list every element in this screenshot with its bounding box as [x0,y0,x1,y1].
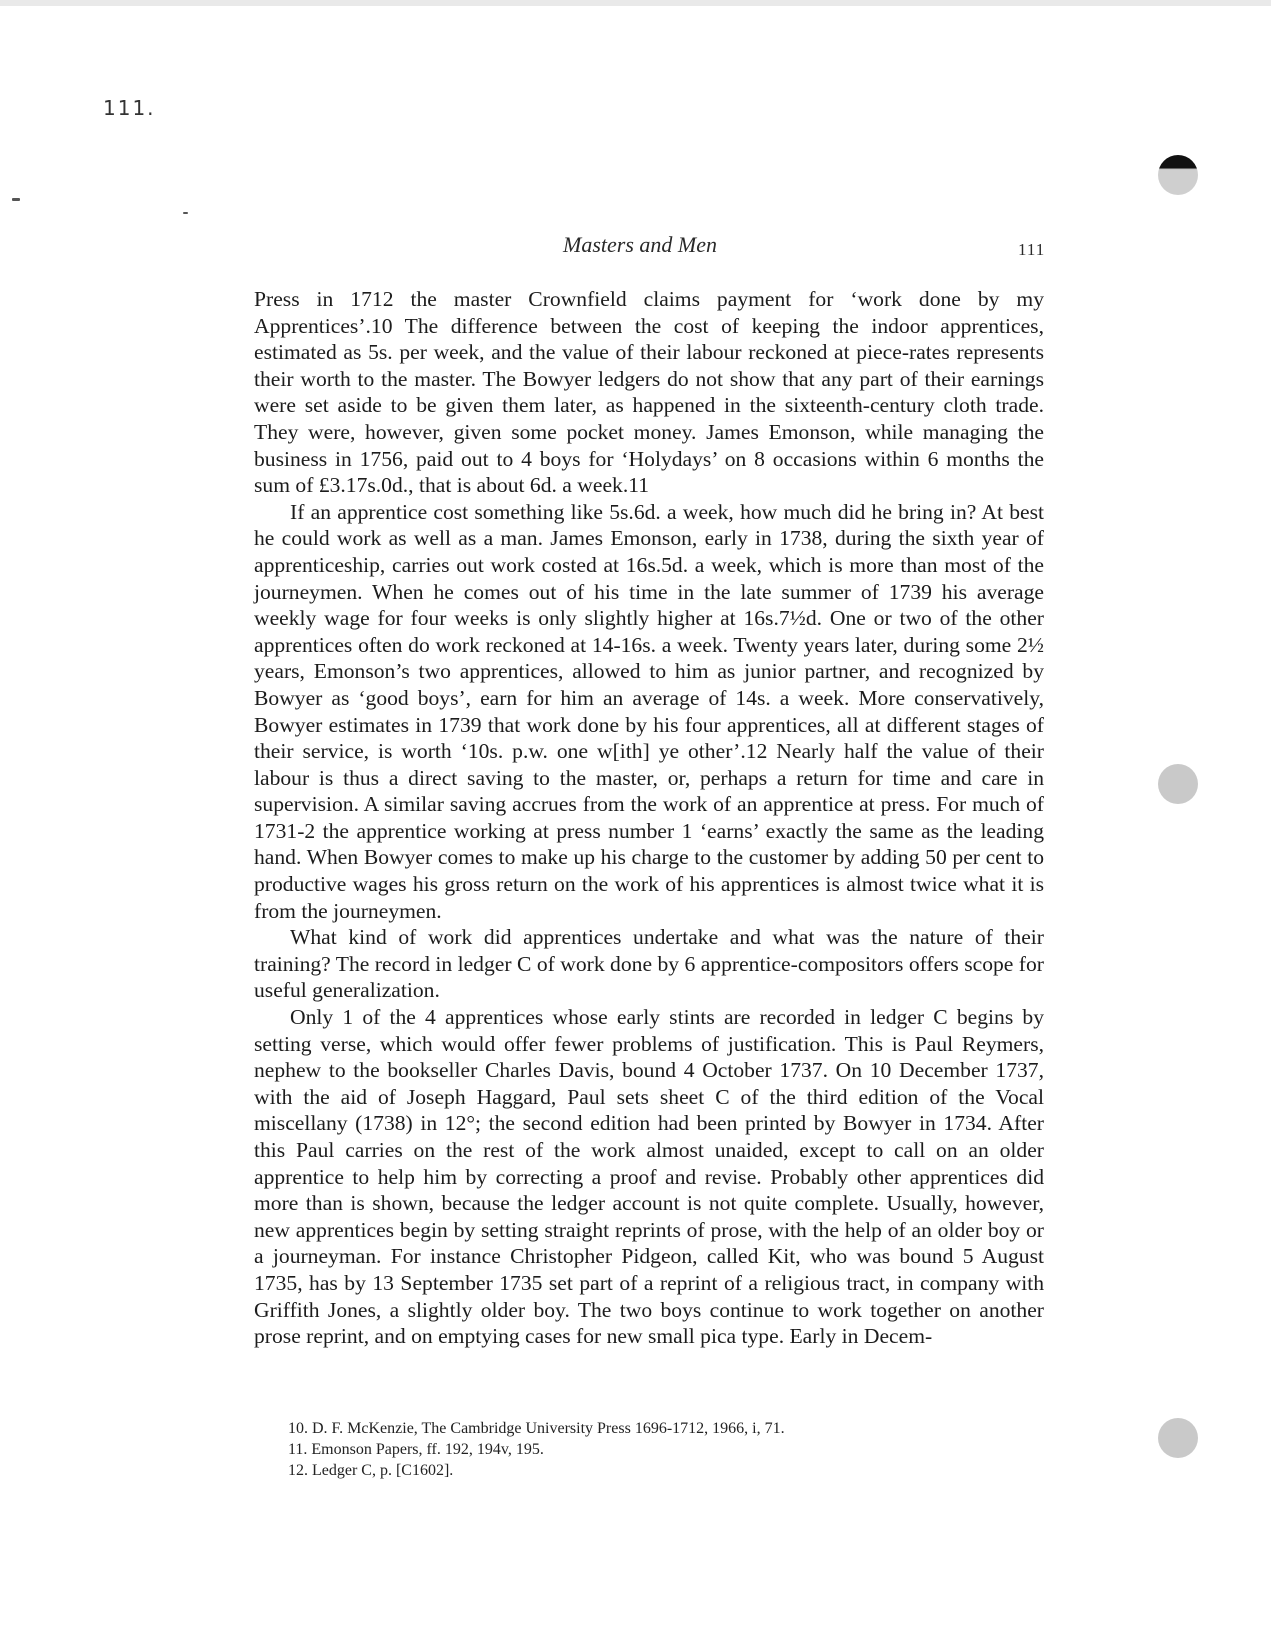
punch-hole-bottom [1158,1418,1198,1458]
footnote: 10. D. F. McKenzie, The Cambridge University Press 1696-1712, 1966, i, 71. [288,1420,785,1437]
handwritten-page-mark: 111. [103,96,156,120]
paragraph: Only 1 of the 4 apprentices whose early stints are recorded in ledger C begins by setting verse, which would offer fewer problems of justification. This is Paul Reymers, nephew to the bookseller Charles Davis, bound 4 October 1737. On 10 December 1737, with the aid of Joseph Haggard, Paul sets sheet C of the third edition of the Vocal miscellany (1738) in 12°; the second edition had been printed by Bowyer in 1734. After this Paul carries on the rest of the work almost unaided, except to call on an older apprentice to help him by correcting a proof and revise. Probably other apprentices did more than is shown, because the ledger account is not quite complete. Usually, however, new apprentices begin by setting straight reprints of prose, with the help of an older boy or a journeyman. For instance Christopher Pidgeon, called Kit, who was bound 5 August 1735, has by 13 September 1735 set part of a reprint of a religious tract, in company with Griffith Jones, a slightly older boy. The two boys continue to work together on another prose reprint, and on emptying cases for new small pica type. Early in Decem- [254,1005,1044,1349]
scan-speck [12,198,20,201]
running-head: Masters and Men [563,232,717,257]
paragraph: What kind of work did apprentices undertake and what was the nature of their training? The record in ledger C of work done by 6 apprentice-compositors offers scope for useful generalization. [254,925,1044,1003]
scan-top-edge [0,0,1271,6]
paragraph: Press in 1712 the master Crownfield claims payment for ‘work done by my Apprentices’.10 The difference between the cost of keeping the indoor apprentices, estimated as 5s. per week, and the value of their labour reckoned at piece-rates represents their worth to the master. The Bowyer ledgers do not show that any part of their earnings were set aside to be given them later, as happened in the sixteenth-century cloth trade. They were, however, given some pocket money. James Emonson, while managing the business in 1756, paid out to 4 boys for ‘Holydays’ on 8 occasions within 6 months the sum of £3.17s.0d., that is about 6d. a week.11 [254,287,1044,498]
body-text [254,286,1044,1350]
scan-speck [183,212,188,214]
footnotes [288,1418,888,1481]
punch-hole-middle [1158,764,1198,804]
footnote: 11. Emonson Papers, ff. 192, 194v, 195. [288,1441,544,1458]
paragraph: If an apprentice cost something like 5s.6d. a week, how much did he bring in? At best he could work as well as a man. James Emonson, early in 1738, during the sixth year of apprenticeship, carries out work costed at 16s.5d. a week, which is more than most of the journeymen. When he comes out of his time in the late summer of 1739 his average weekly wage for four weeks is only slightly higher at 16s.7½d. One or two of the other apprentices often do work reckoned at 14-16s. a week. Twenty years later, during some 2½ years, Emonson’s two apprentices, allowed to him as junior partner, and recognized by Bowyer as ‘good boys’, earn for him an average of 14s. a week. More conservatively, Bowyer estimates in 1739 that work done by his four apprentices, all at different stages of their service, is worth ‘10s. p.w. one w[ith] ye other’.12 Nearly half the value of their labour is thus a direct saving to the master, or, perhaps a return for time and care in supervision. A similar saving accrues from the work of an apprentice at press. For much of 1731-2 the apprentice working at press number 1 ‘earns’ exactly the same as the leading hand. When Bowyer comes to make up his charge to the customer by adding 50 per cent to productive wages his gross return on the work of his apprentices is almost twice what it is from the journeymen. [254,499,1044,923]
punch-hole-top [1158,155,1198,195]
footnote: 12. Ledger C, p. [C1602]. [288,1462,454,1479]
page-number: 111 [1018,240,1046,259]
